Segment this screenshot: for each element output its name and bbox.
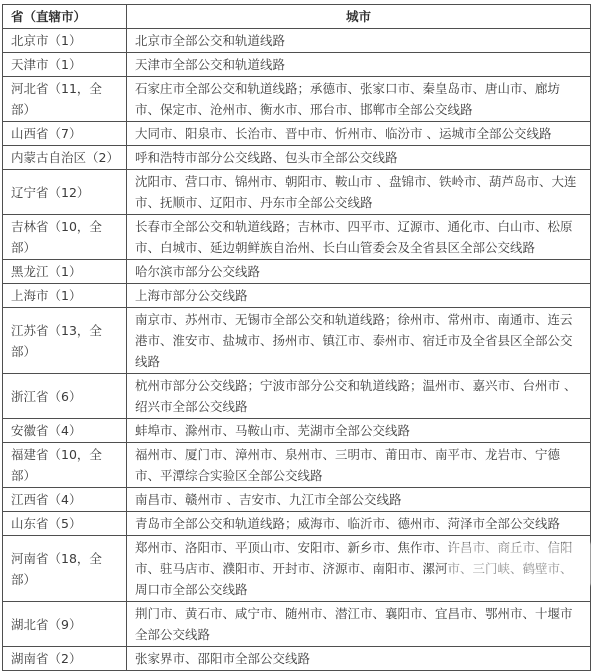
province-cell: 湖南省（2） — [3, 647, 127, 671]
province-cell: 福建省（10，全部） — [3, 443, 127, 488]
table-row — [3, 419, 591, 443]
header-row — [3, 5, 591, 29]
table-row — [3, 77, 591, 122]
province-city-transit-table — [2, 4, 591, 671]
table-row — [3, 647, 591, 671]
table-row — [3, 488, 591, 512]
table-row — [3, 443, 591, 488]
table-row — [3, 170, 591, 215]
table-row — [3, 260, 591, 284]
cities-cell: 上海市部分公交线路 — [127, 284, 591, 308]
cities-cell: 沈阳市、营口市、锦州市、朝阳市、鞍山市 、盘锦市、铁岭市、葫芦岛市、大连市、抚顺市、辽阳市、丹东市全部公交线路 — [127, 170, 591, 215]
province-cell: 江西省（4） — [3, 488, 127, 512]
cities-cell: 郑州市、洛阳市、平顶山市、安阳市、新乡市、焦作市、许昌市、商丘市、信阳市、驻马店市、濮阳市、开封市、济源市、南阳市、漯河市、三门峡、鹤壁市、周口市全部公交线路 — [127, 536, 591, 602]
cities-cell: 呼和浩特市部分公交线路、包头市全部公交线路 — [127, 146, 591, 170]
table-row — [3, 374, 591, 419]
cities-cell: 南昌市、赣州市 、吉安市、九江市全部公交线路 — [127, 488, 591, 512]
cities-cell: 蚌埠市、滁州市、马鞍山市、芜湖市全部公交线路 — [127, 419, 591, 443]
cities-cell: 北京市全部公交和轨道线路 — [127, 29, 591, 53]
header-city: 城市 — [127, 5, 591, 29]
table-row — [3, 29, 591, 53]
cities-cell: 长春市全部公交和轨道线路；吉林市、四平市、辽源市、通化市、白山市、松原市、白城市、延边朝鲜族自治州、长白山管委会及全省县区全部公交线路 — [127, 215, 591, 260]
province-cell: 吉林省（10，全部） — [3, 215, 127, 260]
table-row — [3, 53, 591, 77]
province-cell: 辽宁省（12） — [3, 170, 127, 215]
cities-cell: 石家庄市全部公交和轨道线路；承德市、张家口市、秦皇岛市、唐山市、廊坊市、保定市、沧州市、衡水市、邢台市、邯郸市全部公交线路 — [127, 77, 591, 122]
table-row — [3, 146, 591, 170]
province-cell: 山西省（7） — [3, 122, 127, 146]
cities-cell: 天津市全部公交和轨道线路 — [127, 53, 591, 77]
cities-cell: 大同市、阳泉市、长治市、晋中市、忻州市、临汾市 、运城市全部公交线路 — [127, 122, 591, 146]
province-cell: 上海市（1） — [3, 284, 127, 308]
province-cell: 安徽省（4） — [3, 419, 127, 443]
province-cell: 天津市（1） — [3, 53, 127, 77]
cities-cell: 南京市、苏州市、无锡市全部公交和轨道线路；徐州市、常州市、南通市、连云港市、淮安市、盐城市、扬州市、镇江市、泰州市、宿迁市及全省县区全部公交线路 — [127, 308, 591, 374]
province-cell: 黑龙江（1） — [3, 260, 127, 284]
province-cell: 北京市（1） — [3, 29, 127, 53]
cities-cell: 张家界市、邵阳市全部公交线路 — [127, 647, 591, 671]
table-row — [3, 308, 591, 374]
province-cell: 河北省（11，全部） — [3, 77, 127, 122]
cities-cell: 哈尔滨市部分公交线路 — [127, 260, 591, 284]
cities-cell: 青岛市全部公交和轨道线路；威海市、临沂市、德州市、菏泽市全部公交线路 — [127, 512, 591, 536]
province-cell: 江苏省（13，全部） — [3, 308, 127, 374]
cities-cell: 杭州市部分公交线路；宁波市部分公交和轨道线路；温州市、嘉兴市、台州市 、绍兴市全部公交线路 — [127, 374, 591, 419]
province-cell: 浙江省（6） — [3, 374, 127, 419]
cities-cell: 荆门市、黄石市、咸宁市、随州市、潜江市、襄阳市、宜昌市、鄂州市、十堰市全部公交线路 — [127, 602, 591, 647]
province-cell: 湖北省（9） — [3, 602, 127, 647]
table-row — [3, 512, 591, 536]
header-province: 省（直辖市） — [3, 5, 127, 29]
table-row — [3, 602, 591, 647]
table-row — [3, 284, 591, 308]
table-row — [3, 215, 591, 260]
province-cell: 内蒙古自治区（2） — [3, 146, 127, 170]
cities-cell: 福州市、厦门市、漳州市、泉州市、三明市、莆田市、南平市、龙岩市、宁德市、平潭综合实验区全部公交线路 — [127, 443, 591, 488]
province-cell: 山东省（5） — [3, 512, 127, 536]
province-cell: 河南省（18，全部） — [3, 536, 127, 602]
table-row — [3, 122, 591, 146]
table-row — [3, 536, 591, 602]
